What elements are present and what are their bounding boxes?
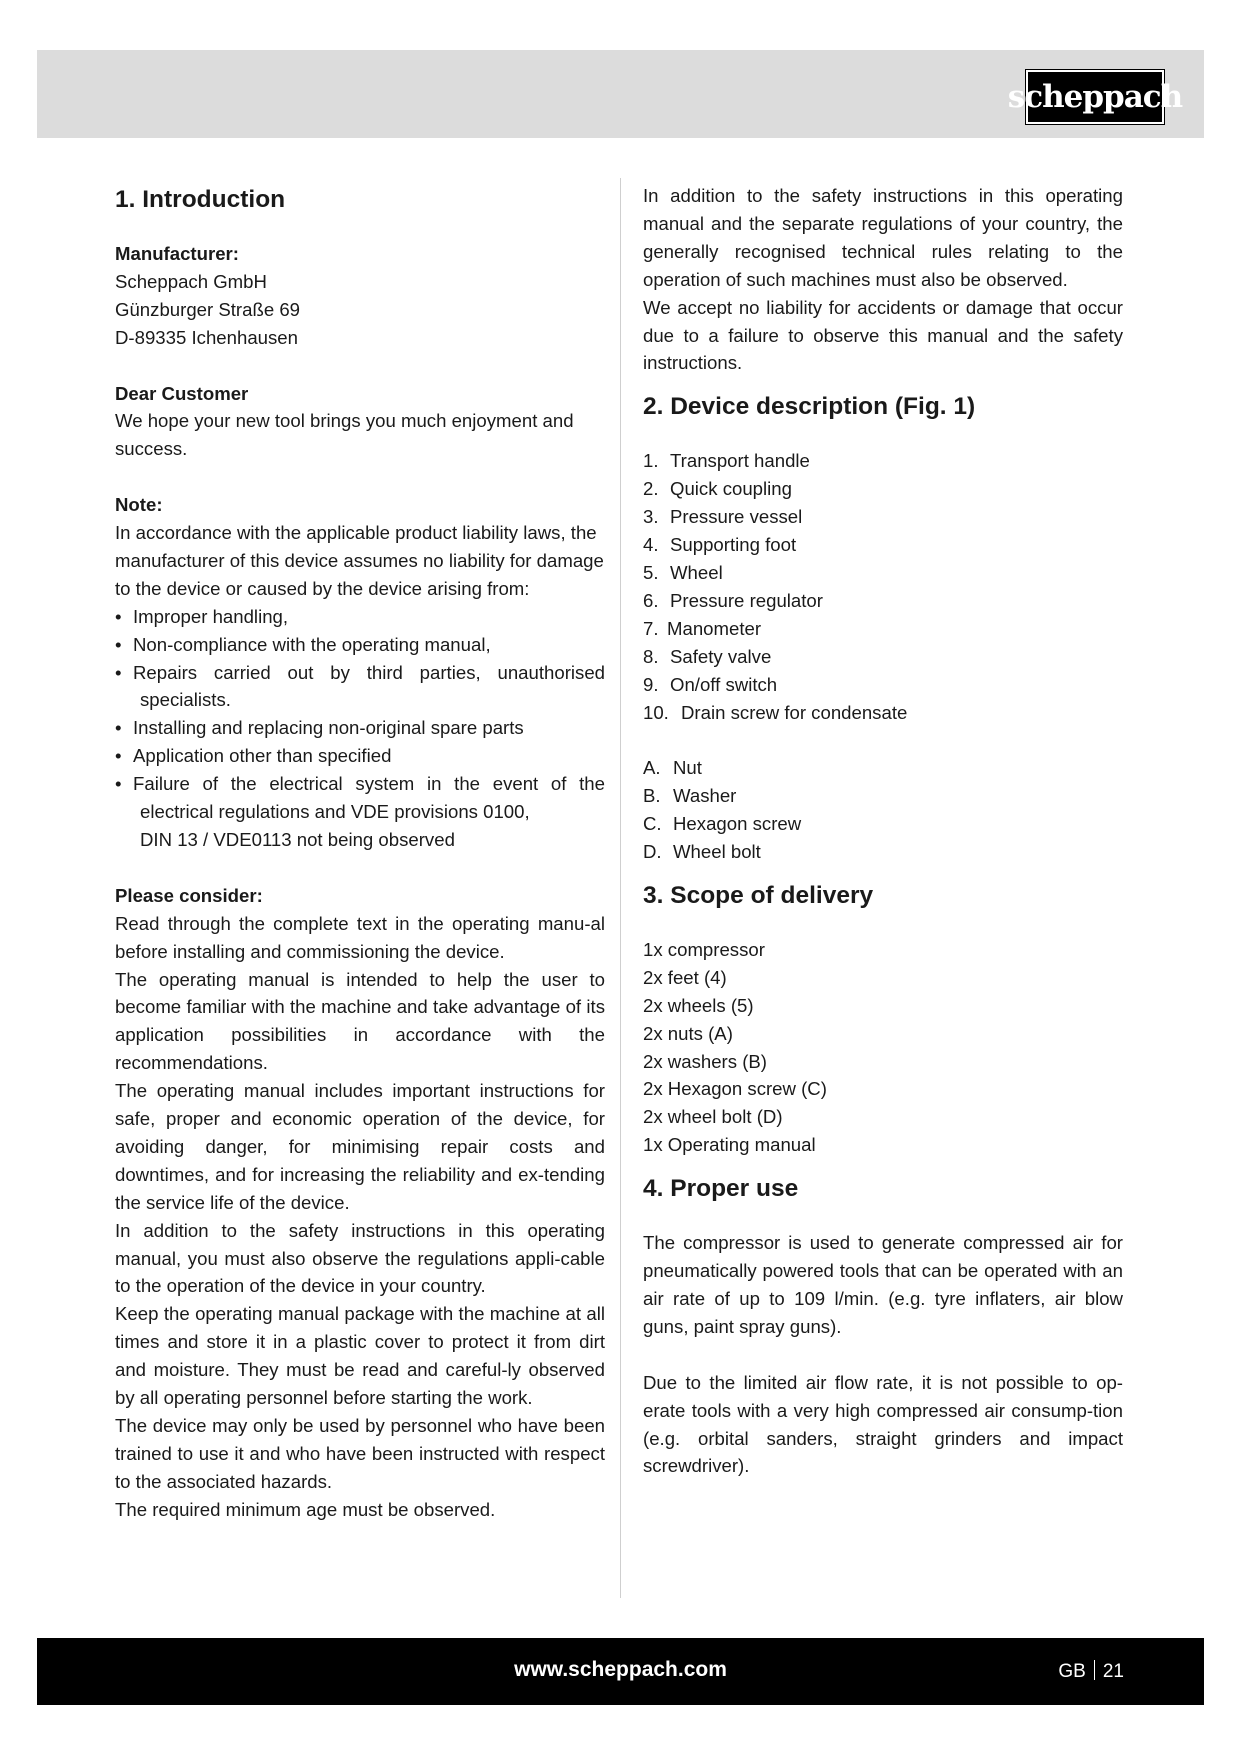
page-number [1058, 1660, 1124, 1683]
column-divider [620, 178, 621, 1598]
language-code: GB [1058, 1661, 1086, 1682]
note-bullet: • Improper handling, [115, 603, 605, 631]
list-item: 7. Manometer [643, 617, 762, 639]
note-label: Note: [115, 494, 163, 516]
note-bullet-continuation: electrical regulations and VDE provisions 0100, [140, 801, 530, 823]
list-item: 10. Drain screw for condensate [643, 701, 908, 723]
list-item: 2x washers (B) [643, 1050, 767, 1072]
manufacturer-line: D-89335 Ichenhausen [115, 326, 298, 348]
consider-paragraph: Read through the complete text in the operating manu-al before installing and commissioning the device. [115, 912, 605, 962]
list-item: 2. Quick coupling [643, 478, 792, 500]
scheppach-logo: scheppach [1026, 70, 1164, 124]
list-item: 2x wheel bolt (D) [643, 1106, 783, 1128]
proper-use-heading: 4. Proper use [643, 1175, 799, 1203]
list-item: C. Hexagon screw [643, 813, 802, 835]
note-bullet: • Repairs carried out by third parties, unauthorised [115, 659, 605, 687]
list-item: 2x feet (4) [643, 966, 727, 988]
device-description-heading: 2. Device description (Fig. 1) [643, 393, 976, 421]
website-link[interactable]: www.scheppach.com [514, 1658, 727, 1681]
note-bullet: • Application other than specified [115, 742, 605, 770]
list-item: 1x compressor [643, 938, 765, 960]
manufacturer-label: Manufacturer: [115, 243, 239, 264]
manufacturer-line: Scheppach GmbH [115, 270, 267, 292]
scope-list [643, 936, 1123, 1159]
list-item: 9. On/off switch [643, 673, 778, 695]
consider-paragraph: The device may only be used by personnel who have been trained to use it and who have been instructed with respect to the associated hazards. [115, 1415, 605, 1492]
please-consider-label: Please consider: [115, 884, 263, 906]
consider-paragraph: The required minimum age must be observed. [115, 1498, 496, 1520]
page-footer [37, 1638, 1204, 1705]
list-item: D. Wheel bolt [643, 841, 761, 863]
page-header [37, 50, 1204, 138]
note-bullet: • Installing and replacing non-original spare parts [115, 714, 605, 742]
dear-customer-text: We hope your new tool brings you much enjoyment and success. [115, 410, 574, 460]
consider-paragraph: Keep the operating manual package with the machine at all times and store it in a plastic cover to protect it from dirt and moisture. They must be read and careful-ly observed by all operating personnel before starting the work. [115, 1303, 605, 1409]
list-item: 1x Operating manual [643, 1134, 816, 1156]
right-column [643, 182, 1123, 1480]
safety-paragraph: In addition to the safety instructions in this operating manual and the separate regulations of your country, the generally recognised technical rules relating to the operation of such machines must also be observed. [643, 185, 1123, 290]
list-item: 2x nuts (A) [643, 1022, 733, 1044]
dear-customer-label: Dear Customer [115, 382, 249, 404]
list-item: 5. Wheel [643, 561, 723, 583]
list-item: 2x wheels (5) [643, 994, 754, 1016]
scope-of-delivery-heading: 3. Scope of delivery [643, 881, 874, 909]
list-item: 3. Pressure vessel [643, 506, 803, 528]
list-item: B. Washer [643, 785, 737, 807]
note-bullet-continuation: DIN 13 / VDE0113 not being observed [140, 829, 455, 850]
consider-paragraph: The operating manual includes important instructions for safe, proper and economic operation of the device, for avoiding danger, for minimising repair costs and downtimes, and for increasing the reliability and ex-tending the service life of the device. [115, 1080, 605, 1213]
manufacturer-line: Günzburger Straße 69 [115, 298, 301, 320]
introduction-heading: 1. Introduction [115, 186, 286, 213]
list-item: 2x Hexagon screw (C) [643, 1078, 827, 1100]
note-bullet-continuation: specialists. [140, 689, 231, 711]
proper-use-paragraph: The compressor is used to generate compressed air for pneumatically powered tools that can be operated with an air rate of up to 109 l/min. (e.g. tyre inflaters, air blow guns, paint spray guns). [643, 1232, 1123, 1337]
list-item: 8. Safety valve [643, 645, 772, 667]
device-list [643, 447, 1123, 726]
list-item: A. Nut [643, 757, 702, 779]
safety-paragraph: We accept no liability for accidents or damage that occur due to a failure to observe this manual and the safety instructions. [643, 296, 1123, 374]
parts-list [643, 754, 1123, 866]
list-item: 1. Transport handle [643, 450, 810, 472]
note-bullet: • Non-compliance with the operating manual, [115, 631, 605, 659]
note-text: In accordance with the applicable product liability laws, the manufacturer of this device assumes no liability for damage to the device or caused by the device arising from: [115, 522, 604, 599]
proper-use-paragraph: Due to the limited air flow rate, it is not possible to op-erate tools with a very high compressed air consump-tion (e.g. orbital sanders, straight grinders and impact screwdriver). [643, 1371, 1123, 1477]
list-item: 6. Pressure regulator [643, 589, 823, 611]
list-item: 4. Supporting foot [643, 534, 797, 556]
consider-paragraph: The operating manual is intended to help the user to become familiar with the machine and take advantage of its application possibilities in accordance with the recommendations. [115, 968, 605, 1074]
consider-paragraph: In addition to the safety instructions in this operating manual, you must also observe the regulations appli-cable to the operation of the device in your country. [115, 1219, 605, 1297]
left-column [115, 182, 605, 1524]
page-number-value: 21 [1102, 1661, 1124, 1682]
note-bullet: • Failure of the electrical system in the event of the [115, 770, 605, 798]
